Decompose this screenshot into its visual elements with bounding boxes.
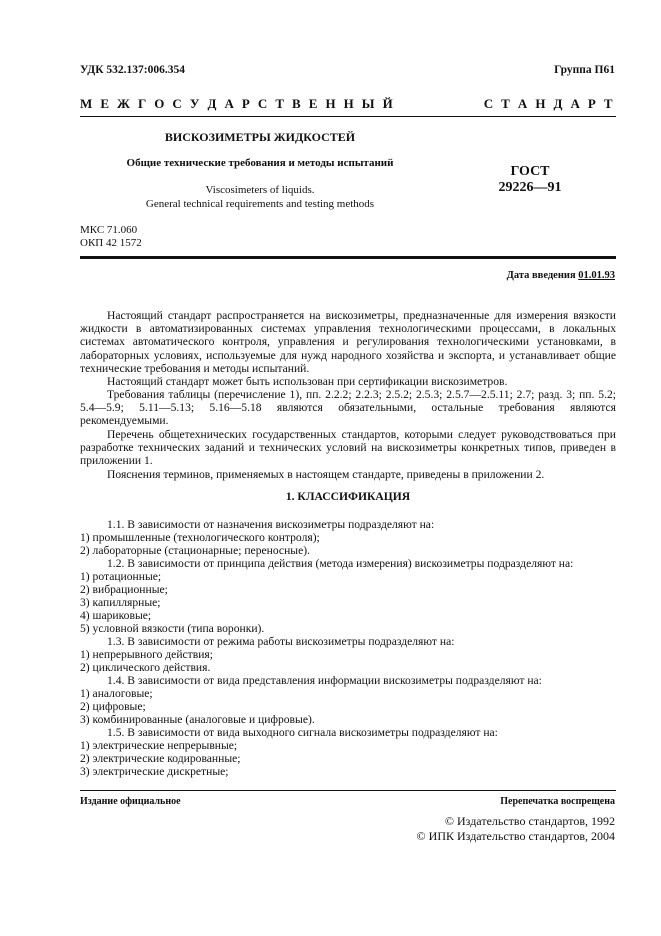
section-heading-classification: 1. КЛАССИФИКАЦИЯ [285,490,411,503]
list-line: 2) вибрационные; [80,583,168,596]
banner-interstate: М Е Ж Г О С У Д А Р С Т В Е Н Н Ы Й [80,96,396,111]
list-line: 1) ротационные; [80,570,162,583]
udk-code: УДК 532.137:006.354 [80,64,185,76]
list-line: 1) электрические непрерывные; [80,739,238,752]
list-line: 5) условной вязкости (типа воронки). [80,622,265,635]
list-line: 2) цифровые; [80,700,146,713]
list-line: 2) циклического действия. [80,661,211,674]
copyright-1992: © Издательство стандартов, 1992 [444,814,615,828]
title-rule [80,256,616,259]
list-line: 2) лабораторные (стационарные; переносные). [80,544,310,557]
list-line: 1.5. В зависимости от вида выходного сигнала вискозиметры подразделяют на: [107,726,498,739]
group-code: Группа П61 [554,64,615,76]
list-line: 3) комбинированные (аналоговые и цифровые). [80,713,315,726]
introduction-date [507,270,615,281]
introduction-date-label: Дата введения [506,270,576,281]
english-title-line1: Viscosimeters of liquids. [205,184,315,196]
paragraph-certification: Настоящий стандарт может быть использован при сертификации вискозиметров. [107,375,508,388]
list-line: 3) капиллярные; [80,596,161,609]
introduction-date-value: 01.01.93 [578,270,615,281]
banner-standard: С Т А Н Д А Р Т [483,96,615,111]
list-line: 1) промышленные (технологического контроля); [80,531,320,544]
paragraph-standards-list: Перечень общетехнических государственных стандартов, которыми следует руководствоваться при разработке технических заданий и технических условий на вискозиметры конкретных типов, приведен в приложении 1. [80,428,616,468]
list-line: 3) электрические дискретные; [80,765,229,778]
reprint-prohibited: Перепечатка воспрещена [500,796,615,807]
document-title: ВИСКОЗИМЕТРЫ ЖИДКОСТЕЙ [164,130,356,144]
okp-code: ОКП 42 1572 [80,237,142,249]
document-subtitle: Общие технические требования и методы испытаний [126,157,394,169]
list-line: 1.1. В зависимости от назначения вискозиметры подразделяют на: [107,518,435,531]
mks-code: МКС 71.060 [80,224,138,236]
list-line: 1) непрерывного действия; [80,648,213,661]
list-line: 2) электрические кодированные; [80,752,241,765]
official-edition: Издание официальное [80,796,181,807]
list-line: 1.2. В зависимости от принципа действия (метода измерения) вискозиметры подразделяют на: [107,557,574,570]
list-line: 1.3. В зависимости от режима работы вискозиметры подразделяют на: [107,635,455,648]
paragraph-scope: Настоящий стандарт распространяется на вискозиметры, предназначенные для измерения вязкости жидкости в автоматизированных системах управления технологическими процессами, в локальных системах автоматического контроля, управления и регулирования технологическими установками, в лабораторных условиях, используемые для нужд народного хозяйства и экспорта, и устанавливает общие технические требования и методы испытаний. [80,309,616,375]
list-line: 1) аналоговые; [80,687,153,700]
header-rule [80,116,616,117]
paragraph-mandatory: Требования таблицы (перечисление 1), пп. 2.2.2; 2.2.3; 2.5.2; 2.5.3; 2.5.7—2.5.11; 2.7; разд. 3; пп. 5.2; 5.4—5.9; 5.11—5.13; 5.16—5.18 являются обязательными, остальные требования являются рекомендуемыми. [80,388,616,428]
footer-rule [80,790,616,791]
english-title-line2: General technical requirements and testing methods [145,198,375,210]
copyright-2004: © ИПК Издательство стандартов, 2004 [416,829,615,843]
gost-label: ГОСТ [510,164,550,179]
list-line: 4) шариковые; [80,609,152,622]
list-line: 1.4. В зависимости от вида представления информации вискозиметры подразделяют на: [107,674,542,687]
paragraph-terms: Пояснения терминов, применяемых в настоящем стандарте, приведены в приложении 2. [107,468,545,481]
gost-number: 29226—91 [498,180,562,195]
